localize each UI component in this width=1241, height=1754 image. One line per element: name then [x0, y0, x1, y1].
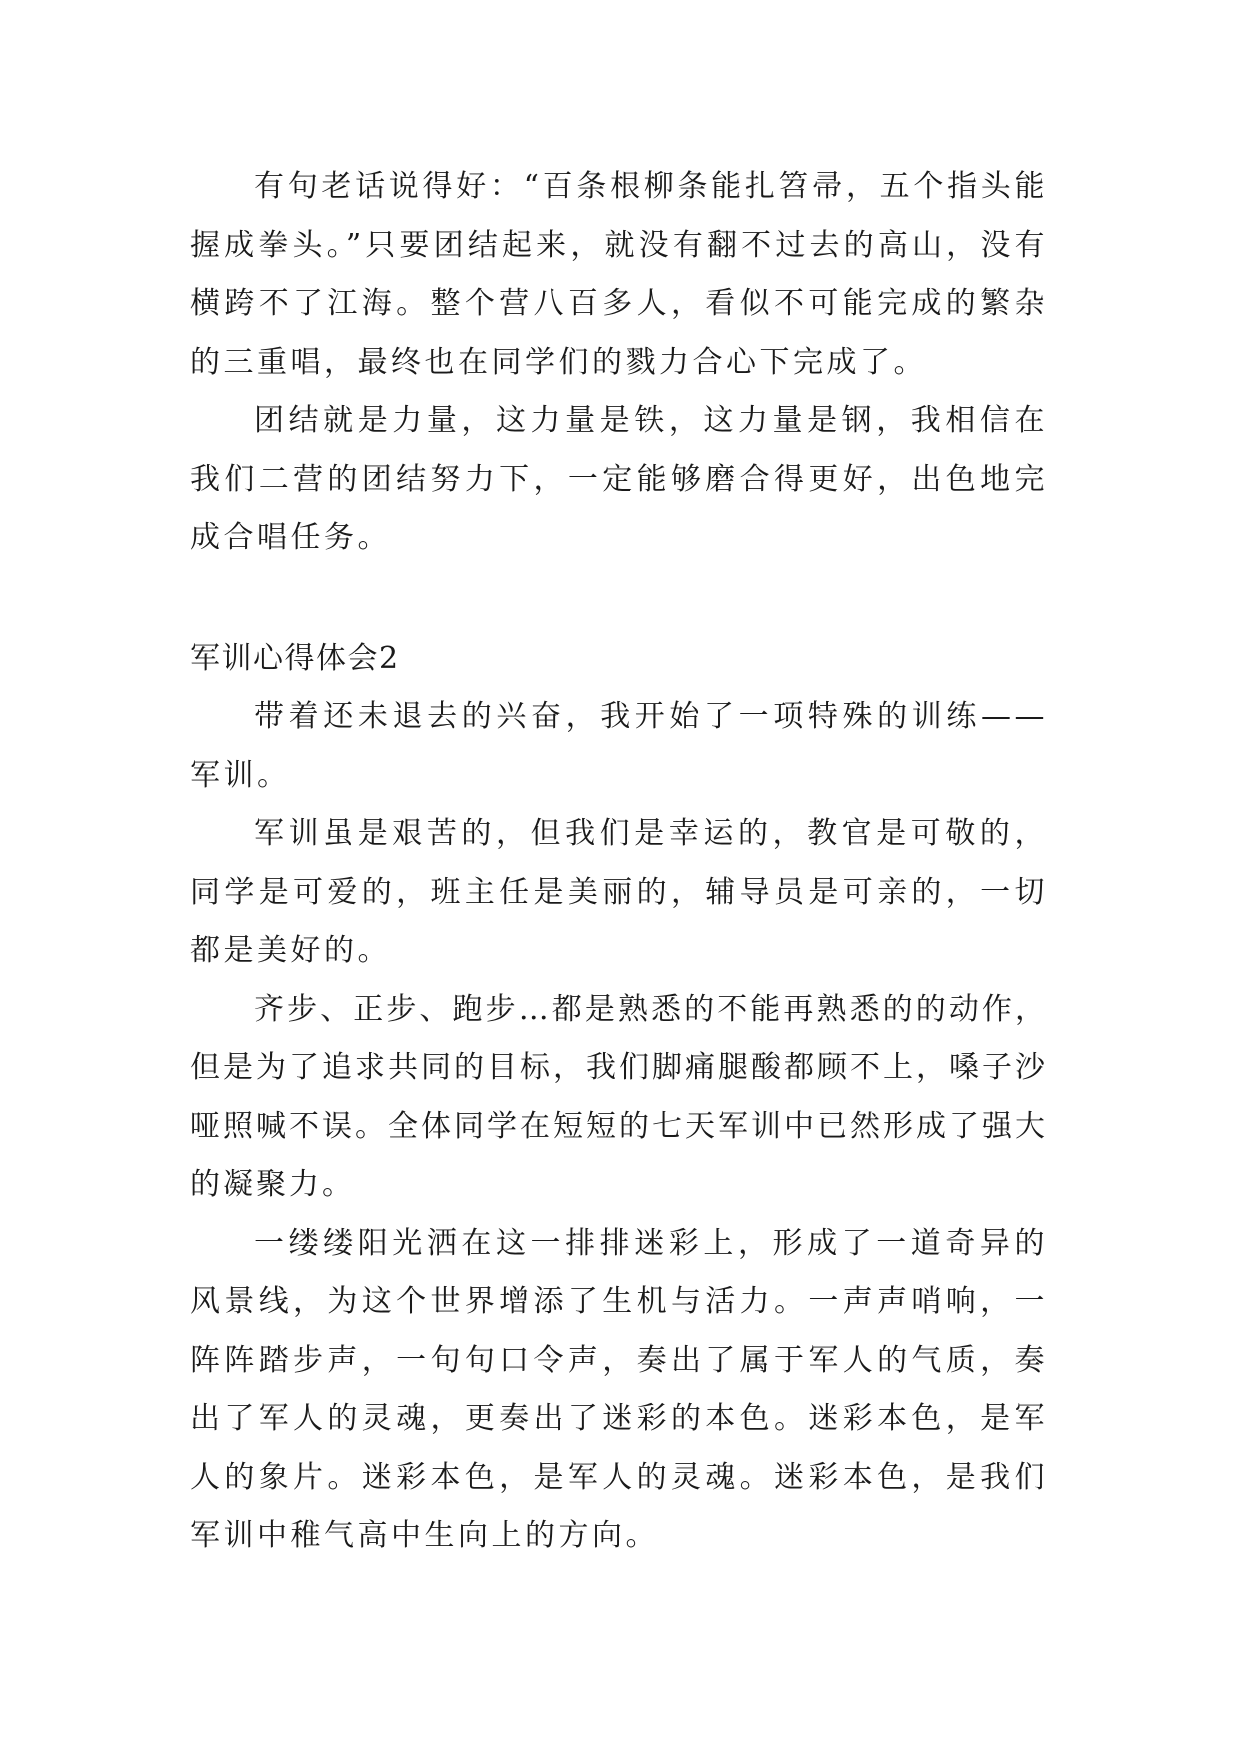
paragraph: 带着还未退去的兴奋，我开始了一项特殊的训练——军训。: [190, 699, 1048, 793]
document-page: [190, 158, 1048, 1566]
paragraph: 一缕缕阳光洒在这一排排迷彩上，形成了一道奇异的风景线，为这个世界增添了生机与活力。一声声哨响，一阵阵踏步声，一句句口令声，奏出了属于军人的气质，奏出了军人的灵魂，更奏出了迷彩的本色。迷彩本色，是军人的象片。迷彩本色，是军人的灵魂。迷彩本色，是我们军训中稚气高中生向上的方向。: [190, 1225, 1048, 1553]
section-title: 军训心得体会2: [190, 640, 400, 676]
paragraph: 军训虽是艰苦的，但我们是幸运的，教官是可敬的，同学是可爱的，班主任是美丽的，辅导员是可亲的，一切都是美好的。: [190, 816, 1048, 968]
paragraph: 齐步、正步、跑步…都是熟悉的不能再熟悉的的动作，但是为了追求共同的目标，我们脚痛腿酸都顾不上，嗓子沙哑照喊不误。全体同学在短短的七天军训中已然形成了强大的凝聚力。: [190, 991, 1048, 1202]
paragraph: 团结就是力量，这力量是铁，这力量是钢，我相信在我们二营的团结努力下，一定能够磨合得更好，出色地完成合唱任务。: [190, 403, 1048, 555]
paragraph: 有句老话说得好：“百条根柳条能扎笤帚，五个指头能握成拳头。”只要团结起来，就没有翻不过去的高山，没有横跨不了江海。整个营八百多人，看似不可能完成的繁杂的三重唱，最终也在同学们的戮力合心下完成了。: [190, 169, 1048, 380]
